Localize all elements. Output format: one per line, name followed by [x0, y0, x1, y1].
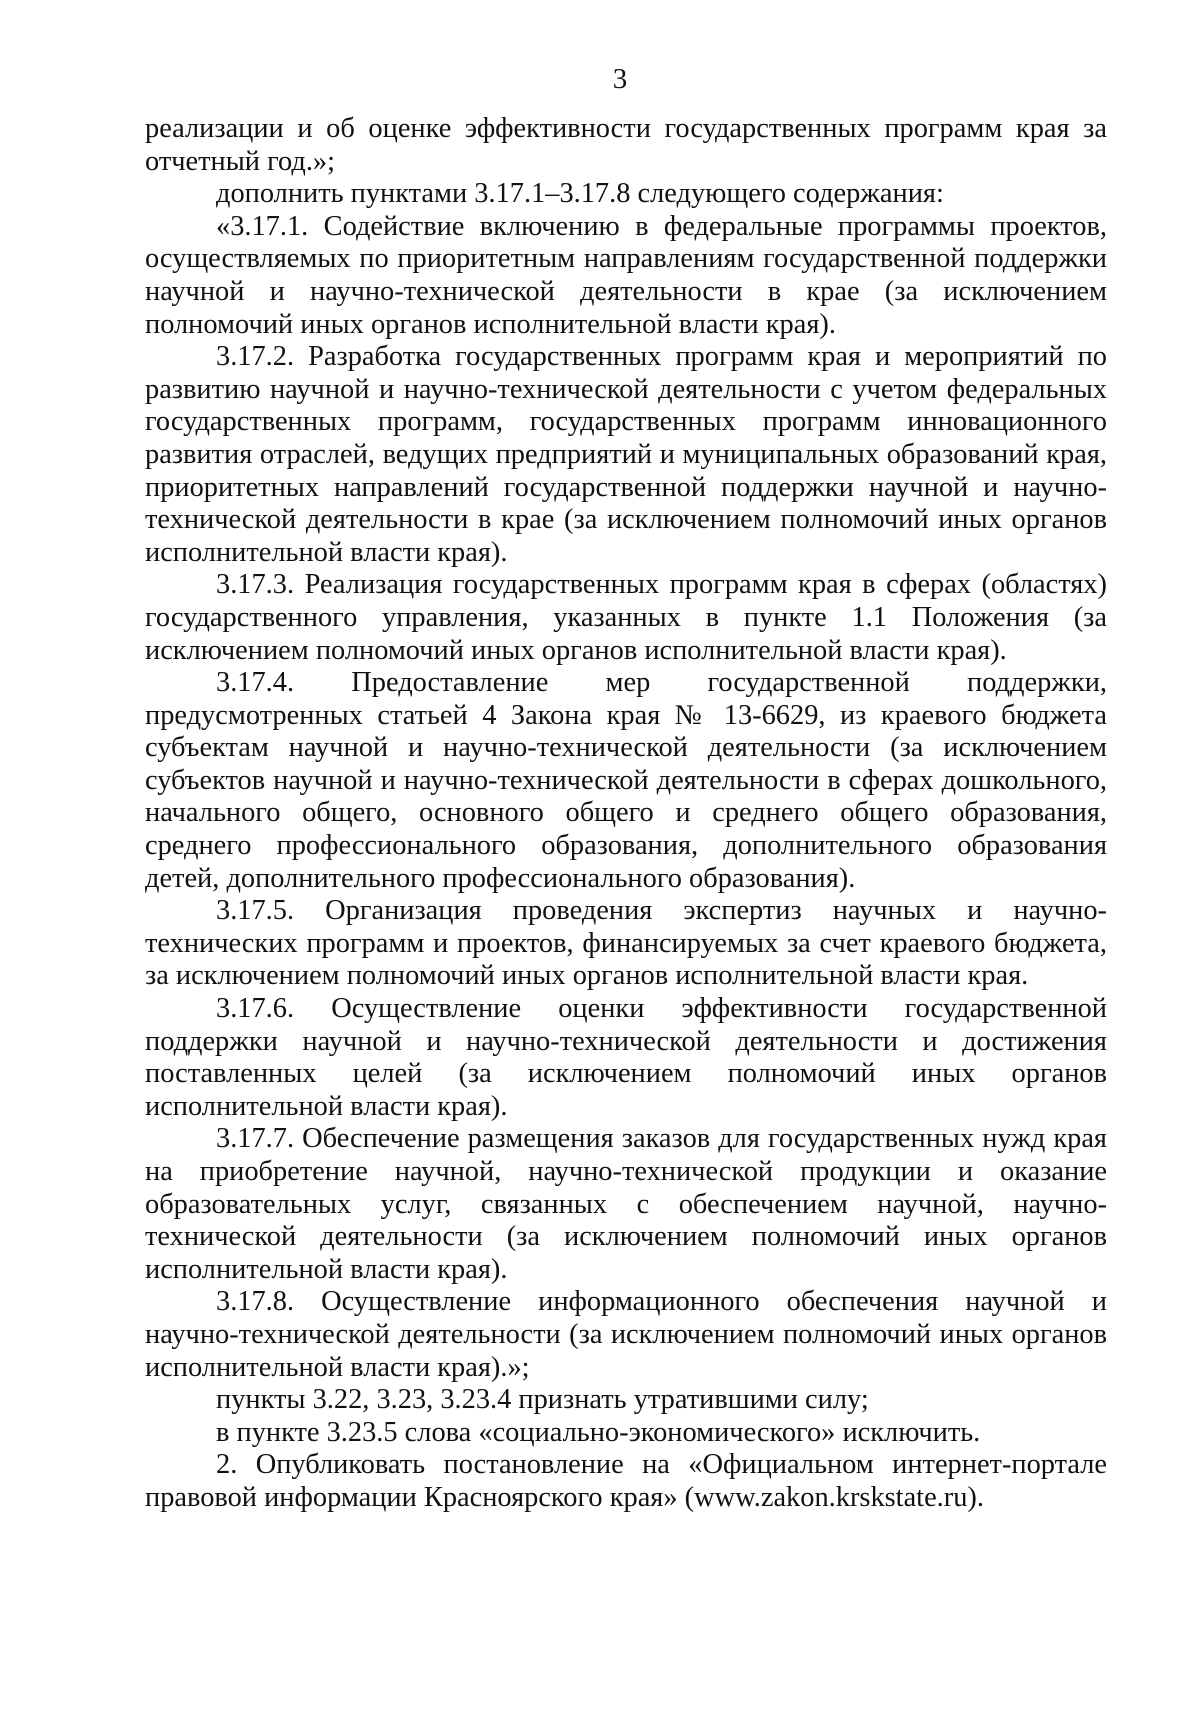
paragraph-3-17-2: 3.17.2. Разработка государственных программ края и мероприятий по развитию научной и научно-технической деятельности с учетом федеральных государственных программ, государственных программ инновационного развития отраслей, ведущих предприятий и муниципальных образований края, приоритетных направлений государственной поддержки научной и научно-технической деятельности в крае (за исключением полномочий иных органов исполнительной власти края).	[145, 341, 1107, 568]
paragraph-repeal: пункты 3.22, 3.23, 3.23.4 признать утратившими силу;	[216, 1384, 869, 1416]
document-body	[145, 113, 1107, 1515]
paragraph-publication: 2. Опубликовать постановление на «Официальном интернет-портале правовой информации Красноярского края» (www.zakon.krskstate.ru).	[145, 1449, 1107, 1513]
paragraph-word-exclusion: в пункте 3.23.5 слова «социально-экономического» исключить.	[216, 1416, 981, 1448]
page-number: 3	[612, 63, 628, 95]
paragraph-3-17-8: 3.17.8. Осуществление информационного обеспечения научной и научно-технической деятельности (за исключением полномочий иных органов исполнительной власти края).»;	[145, 1286, 1107, 1383]
paragraph-3-17-1: «3.17.1. Содействие включению в федеральные программы проектов, осуществляемых по приоритетным направлениям государственной поддержки научной и научно-технической деятельности в крае (за исключением полномочий иных органов исполнительной власти края).	[145, 210, 1107, 340]
paragraph-3-17-5: 3.17.5. Организация проведения экспертиз научных и научно-технических программ и проектов, финансируемых за счет краевого бюджета, за исключением полномочий иных органов исполнительной власти края.	[145, 895, 1107, 992]
paragraph-amendment-intro: дополнить пунктами 3.17.1–3.17.8 следующего содержания:	[216, 178, 944, 210]
paragraph-3-17-6: 3.17.6. Осуществление оценки эффективности государственной поддержки научной и научно-технической деятельности и достижения поставленных целей (за исключением полномочий иных органов исполнительной власти края).	[145, 993, 1107, 1122]
paragraph-3-17-3: 3.17.3. Реализация государственных программ края в сферах (областях) государственного управления, указанных в пункте 1.1 Положения (за исключением полномочий иных органов исполнительной власти края).	[145, 569, 1107, 666]
paragraph-3-17-4: 3.17.4. Предоставление мер государственной поддержки, предусмотренных статьей 4 Закона края № 13-6629, из краевого бюджета субъектам научной и научно-технической деятельности (за исключением субъектов научной и научно-технической деятельности в сферах дошкольного, начального общего, основного общего и среднего общего образования, среднего профессионального образования, дополнительного образования детей, дополнительного профессионального образования).	[145, 667, 1107, 894]
paragraph-continuation: реализации и об оценке эффективности государственных программ края за отчетный год.»;	[145, 113, 1107, 177]
paragraph-3-17-7: 3.17.7. Обеспечение размещения заказов для государственных нужд края на приобретение научной, научно-технической продукции и оказание образовательных услуг, связанных с обеспечением научной, научно-технической деятельности (за исключением полномочий иных органов исполнительной власти края).	[145, 1123, 1107, 1285]
